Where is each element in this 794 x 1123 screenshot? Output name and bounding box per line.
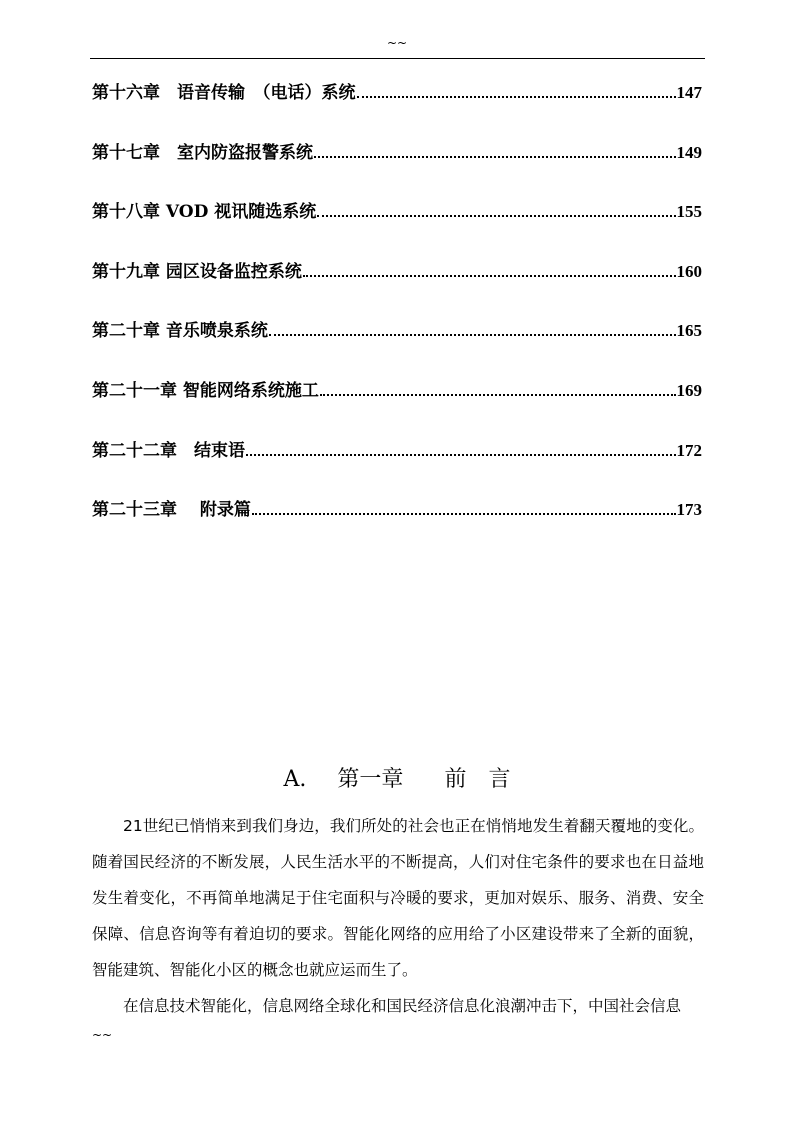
- toc-leader-dots: [317, 215, 675, 217]
- table-of-contents: [92, 78, 702, 555]
- chapter-body: [92, 808, 704, 1024]
- toc-entry-page: 160: [676, 261, 702, 281]
- toc-leader-dots: [252, 513, 676, 515]
- toc-leader-dots: [269, 334, 676, 336]
- toc-entry-page: 147: [676, 83, 702, 102]
- page-footer-mark: ~~: [92, 1028, 113, 1042]
- toc-entry-label: 第十八章 VOD 视讯随选系统: [92, 202, 317, 223]
- toc-entry[interactable]: [92, 495, 702, 555]
- toc-leader-dots: [357, 96, 676, 98]
- toc-entry-page: 169: [676, 380, 702, 400]
- toc-entry[interactable]: [92, 257, 702, 317]
- toc-entry-label: 第二十二章 结束语: [92, 440, 245, 461]
- toc-entry-page: 172: [676, 440, 702, 460]
- toc-entry-page: 149: [676, 142, 702, 162]
- chapter-title: 前 言: [444, 767, 511, 792]
- toc-entry[interactable]: [92, 197, 702, 257]
- toc-entry-page: 173: [676, 500, 702, 520]
- toc-entry-label: 第二十三章 附录篇: [92, 500, 251, 521]
- toc-entry[interactable]: [92, 376, 702, 436]
- chapter-heading: [0, 762, 794, 793]
- body-paragraph: 21世纪已悄悄来到我们身边，我们所处的社会也正在悄悄地发生着翻天覆地的变化。随着国民经济的不断发展，人民生活水平的不断提高，人们对住宅条件的要求也在日益地发生着变化，不再简单地满足于住宅面积与冷暖的要求，更加对娱乐、服务、消费、安全保障、信息咨询等有着迫切的要求。智能化网络的应用给了小区建设带来了全新的面貌，智能建筑、智能化小区的概念也就应运而生了。: [92, 817, 704, 979]
- toc-entry-label: 第十九章 园区设备监控系统: [92, 261, 302, 282]
- header-divider: [90, 58, 705, 59]
- body-paragraph: 在信息技术智能化，信息网络全球化和国民经济信息化浪潮冲击下，中国社会信息: [123, 997, 682, 1015]
- toc-entry[interactable]: [92, 78, 702, 138]
- chapter-number: 第一章: [337, 767, 404, 792]
- page-header-mark: ~~: [386, 36, 408, 50]
- toc-entry-label: 第二十章 音乐喷泉系统: [92, 321, 268, 342]
- toc-leader-dots: [320, 394, 676, 396]
- chapter-prefix: A.: [283, 767, 307, 792]
- toc-entry[interactable]: [92, 436, 702, 496]
- toc-entry-label: 第二十一章 智能网络系统施工: [92, 380, 319, 401]
- toc-entry-label: 第十七章 室内防盗报警系统: [92, 142, 313, 163]
- toc-entry[interactable]: [92, 316, 702, 376]
- toc-leader-dots: [303, 275, 676, 277]
- toc-leader-dots: [314, 156, 676, 158]
- toc-entry-page: 155: [676, 202, 702, 222]
- toc-entry[interactable]: [92, 138, 702, 198]
- toc-entry-label: 第十六章 语音传输 （电话）系统: [92, 83, 356, 103]
- toc-entry-page: 165: [676, 321, 702, 341]
- toc-leader-dots: [246, 454, 676, 456]
